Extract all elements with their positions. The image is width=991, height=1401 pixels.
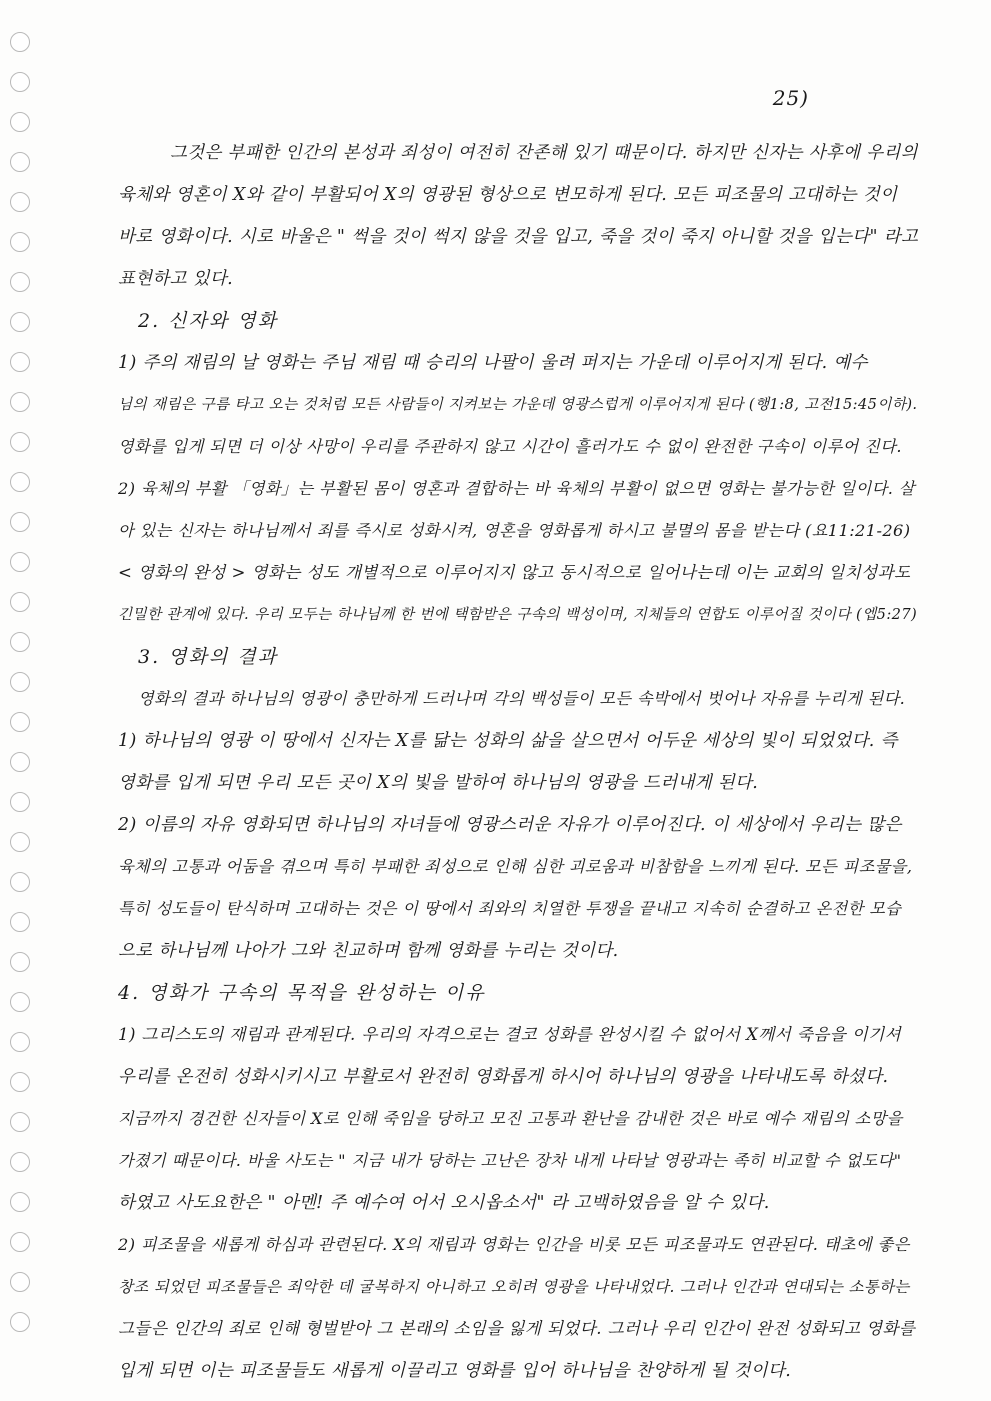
binder-hole-icon	[10, 312, 30, 332]
binder-hole-icon	[10, 232, 30, 252]
binder-hole-icon	[10, 552, 30, 572]
binder-hole-icon	[10, 1072, 30, 1092]
text-line: 표현하고 있다.	[118, 269, 234, 289]
text-line: 지금까지 경건한 신자들이 X로 인해 죽임을 당하고 모진 고통과 환난을 감내한 것은 바로 예수 재림의 소망을	[118, 1109, 903, 1128]
binder-hole-icon	[10, 792, 30, 812]
binder-hole-icon	[10, 672, 30, 692]
binder-hole-icon	[10, 512, 30, 532]
text-line: 으로 하나님께 나아가 그와 친교하며 함께 영화를 누리는 것이다.	[118, 941, 619, 961]
binder-hole-icon	[10, 112, 30, 132]
text-line: 창조 되었던 피조물들은 죄악한 데 굴복하지 아니하고 오히려 영광을 나타내었다. 그러나 인간과 연대되는 소통하는	[118, 1278, 910, 1296]
section-heading: 4. 영화가 구속의 목적을 완성하는 이유	[118, 982, 486, 1004]
text-line: 입게 되면 이는 피조물들도 새롭게 이끌리고 영화를 입어 하나님을 찬양하게 될 것이다.	[118, 1361, 792, 1381]
text-line: 1) 하나님의 영광 이 땅에서 신자는 X를 닮는 성화의 삶을 살으면서 어두운 세상의 빛이 되었었다. 즉	[118, 731, 898, 751]
text-line: 1) 주의 재림의 날 영화는 주님 재림 때 승리의 나팔이 울려 퍼지는 가운데 이루어지게 된다. 예수	[118, 353, 868, 373]
binder-hole-icon	[10, 352, 30, 372]
text-line: 영화의 결과 하나님의 영광이 충만하게 드러나며 각의 백성들이 모든 속박에서 벗어나 자유를 누리게 된다.	[138, 689, 906, 708]
text-line: 2) 이름의 자유 영화되면 하나님의 자녀들에 영광스러운 자유가 이루어진다. 이 세상에서 우리는 많은	[118, 815, 902, 835]
binder-hole-icon	[10, 632, 30, 652]
binder-hole-icon	[10, 872, 30, 892]
section-heading: 3. 영화의 결과	[138, 646, 278, 668]
text-line: 육체와 영혼이 X와 같이 부활되어 X의 영광된 형상으로 변모하게 된다. 모든 피조물의 고대하는 것이	[118, 185, 898, 205]
binder-hole-icon	[10, 272, 30, 292]
text-line: 1) 그리스도의 재림과 관계된다. 우리의 자격으로는 결코 성화를 완성시킬 수 없어서 X께서 죽음을 이기셔	[118, 1025, 902, 1044]
text-line: 우리를 온전히 성화시키시고 부활로서 완전히 영화롭게 하시어 하나님의 영광을 나타내도록 하셨다.	[118, 1067, 889, 1087]
page-number: 25)	[772, 86, 809, 110]
binder-hole-icon	[10, 192, 30, 212]
text-line: 아 있는 신자는 하나님께서 죄를 즉시로 성화시켜, 영혼을 영화롭게 하시고 불멸의 몸을 받는다 (요11:21-26)	[118, 521, 911, 540]
binder-hole-icon	[10, 1152, 30, 1172]
binder-hole-icon	[10, 432, 30, 452]
binder-hole-icon	[10, 1032, 30, 1052]
handwritten-text	[118, 132, 918, 1392]
text-line: 긴밀한 관계에 있다. 우리 모두는 하나님께 한 번에 택함받은 구속의 백성이며, 지체들의 연합도 이루어질 것이다 (엡5:27)	[118, 606, 918, 623]
binder-hole-icon	[10, 712, 30, 732]
text-line: 가졌기 때문이다. 바울 사도는 " 지금 내가 당하는 고난은 장차 내게 나타날 영광과는 족히 비교할 수 없도다"	[118, 1151, 902, 1170]
text-line: 영화를 입게 되면 더 이상 사망이 우리를 주관하지 않고 시간이 흘러가도 수 없이 완전한 구속이 이루어 진다.	[118, 437, 902, 456]
text-line: 하였고 사도요한은 " 아멘! 주 예수여 어서 오시옵소서" 라 고백하였음을 알 수 있다.	[118, 1193, 770, 1213]
text-line: 그것은 부패한 인간의 본성과 죄성이 여전히 잔존해 있기 때문이다. 하지만 신자는 사후에 우리의	[170, 143, 918, 163]
text-line: 2) 피조물을 새롭게 하심과 관련된다. X의 재림과 영화는 인간을 비롯 모든 피조물과도 연관된다. 태초에 좋은	[118, 1235, 910, 1254]
binder-hole-icon	[10, 1272, 30, 1292]
binder-hole-icon	[10, 392, 30, 412]
section-heading: 2. 신자와 영화	[138, 310, 278, 332]
text-line: 님의 재림은 구름 타고 오는 것처럼 모든 사람들이 지켜보는 가운데 영광스럽게 이루어지게 된다 (행1:8, 고전15:45이하).	[118, 396, 918, 413]
binder-hole-icon	[10, 1312, 30, 1332]
binder-hole-icon	[10, 472, 30, 492]
binder-hole-icon	[10, 832, 30, 852]
binder-hole-icon	[10, 72, 30, 92]
binder-hole-icon	[10, 1192, 30, 1212]
binder-hole-icon	[10, 1232, 30, 1252]
text-line: 특히 성도들이 탄식하며 고대하는 것은 이 땅에서 죄와의 치열한 투쟁을 끝내고 지속히 순결하고 온전한 모습	[118, 899, 902, 918]
binder-hole-icon	[10, 912, 30, 932]
text-line: 2) 육체의 부활 「영화」는 부활된 몸이 영혼과 결합하는 바 육체의 부활이 없으면 영화는 불가능한 일이다. 살	[118, 479, 915, 498]
text-line: 바로 영화이다. 시로 바울은 " 썩을 것이 썩지 않을 것을 입고, 죽을 것이 죽지 아니할 것을 입는다" 라고	[118, 227, 918, 247]
text-line: 그들은 인간의 죄로 인해 형벌받아 그 본래의 소임을 잃게 되었다. 그러나 우리 인간이 완전 성화되고 영화를	[118, 1319, 916, 1338]
binder-holes	[6, 20, 36, 1360]
text-line: 영화를 입게 되면 우리 모든 곳이 X의 빛을 발하여 하나님의 영광을 드러내게 된다.	[118, 773, 759, 793]
text-line: 육체의 고통과 어둠을 겪으며 특히 부패한 죄성으로 인해 심한 괴로움과 비참함을 느끼게 된다. 모든 피조물을,	[118, 857, 913, 876]
binder-hole-icon	[10, 32, 30, 52]
binder-hole-icon	[10, 1112, 30, 1132]
text-line: < 영화의 완성 > 영화는 성도 개별적으로 이루어지지 않고 동시적으로 일어나는데 이는 교회의 일치성과도	[118, 563, 911, 582]
binder-hole-icon	[10, 152, 30, 172]
binder-hole-icon	[10, 992, 30, 1012]
binder-hole-icon	[10, 952, 30, 972]
binder-hole-icon	[10, 592, 30, 612]
binder-hole-icon	[10, 752, 30, 772]
